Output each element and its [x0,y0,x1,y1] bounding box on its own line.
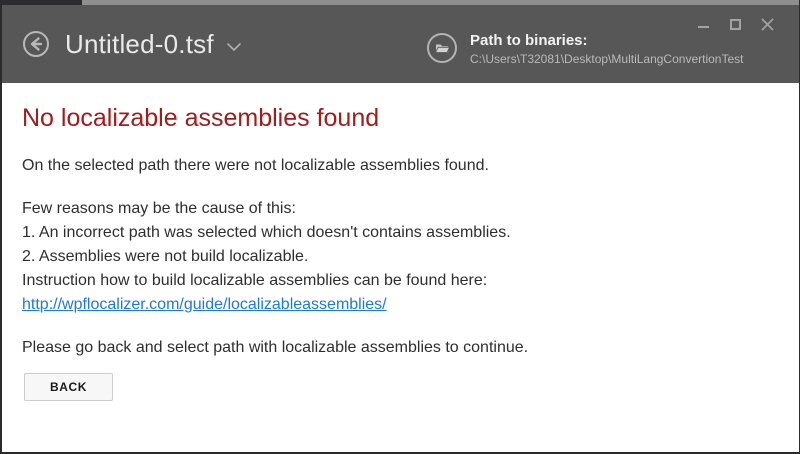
path-to-binaries-group [426,32,743,67]
minimize-icon [698,26,709,28]
link-line [22,293,775,317]
document-title[interactable]: Untitled-0.tsf [65,28,214,59]
minimize-button[interactable] [687,11,719,35]
back-button[interactable]: BACK [24,373,113,401]
path-value: C:\Users\T32081\Desktop\MultiLangConvertionTest [470,52,744,66]
reason-item-2: 2. Assemblies were not build localizable. [22,248,309,265]
page-title: No localizable assemblies found [22,104,380,132]
intro-text: On the selected path there were not localizable assemblies found. [22,157,489,174]
chevron-down-icon[interactable] [226,42,242,52]
maximize-button[interactable] [719,11,751,35]
close-button[interactable] [751,11,783,35]
maximize-icon [730,19,741,30]
titlebar [2,5,799,83]
reasons-block [22,197,775,317]
reason-item-1: 1. An incorrect path was selected which doesn't contains assemblies. [22,224,511,241]
closing-text: Please go back and select path with localizable assemblies to continue. [22,339,529,356]
close-icon [761,18,774,31]
open-folder-icon [426,32,458,64]
back-nav-button[interactable] [22,30,50,58]
titlebar-left-group [22,29,242,60]
path-text-block [470,32,743,67]
reasons-intro-text: Few reasons may be the cause of this: [22,200,296,217]
instruction-text: Instruction how to build localizable assemblies can be found here: [22,272,488,289]
back-arrow-icon [22,30,50,58]
main-content [2,102,799,401]
guide-link[interactable]: http://wpflocalizer.com/guide/localizableassemblies/ [22,296,387,313]
path-label: Path to binaries: [470,32,588,49]
window-controls [687,11,783,35]
